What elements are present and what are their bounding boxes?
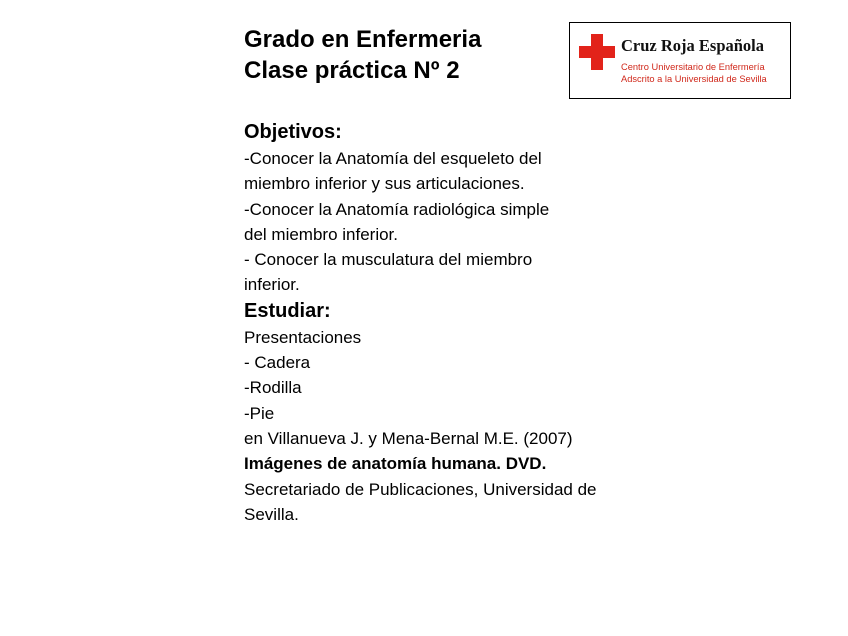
logo-org-name: Cruz Roja Española: [621, 36, 765, 55]
objetivo-line: del miembro inferior.: [244, 224, 399, 244]
logo-subtitle-2: Adscrito a la Universidad de Sevilla: [621, 74, 767, 84]
objetivos-heading: Objetivos:: [244, 121, 342, 143]
estudiar-line: -Rodilla: [244, 378, 302, 398]
objetivo-line: -Conocer la Anatomía radiológica simple: [244, 199, 550, 219]
estudiar-line: Presentaciones: [244, 327, 362, 347]
estudiar-heading: Estudiar:: [244, 299, 331, 322]
bibliographic-reference: [244, 426, 604, 527]
slide-body: [244, 119, 604, 527]
reference-authors: en Villanueva J. y Mena-Bernal M.E. (2007): [244, 428, 573, 448]
objetivo-line: miembro inferior y sus articulaciones.: [244, 174, 525, 194]
logo-subtitle-1: Centro Universitario de Enfermería: [621, 62, 765, 72]
objetivo-line: inferior.: [244, 275, 300, 295]
cruz-roja-logo: [569, 22, 791, 99]
title-line-1: Grado en Enfermeria: [244, 26, 482, 53]
page-title: [244, 24, 481, 86]
objetivo-line: - Conocer la musculatura del miembro: [244, 250, 533, 270]
red-cross-icon: [579, 34, 615, 70]
estudiar-line: - Cadera: [244, 353, 311, 373]
reference-book-title: Imágenes de anatomía humana. DVD.: [244, 454, 547, 474]
estudiar-line: -Pie: [244, 403, 275, 423]
reference-publisher: Secretariado de Publicaciones, Universidad de Sevilla.: [244, 479, 597, 524]
objetivo-line: -Conocer la Anatomía del esqueleto del: [244, 149, 542, 168]
title-line-2: Clase práctica Nº 2: [244, 57, 460, 84]
